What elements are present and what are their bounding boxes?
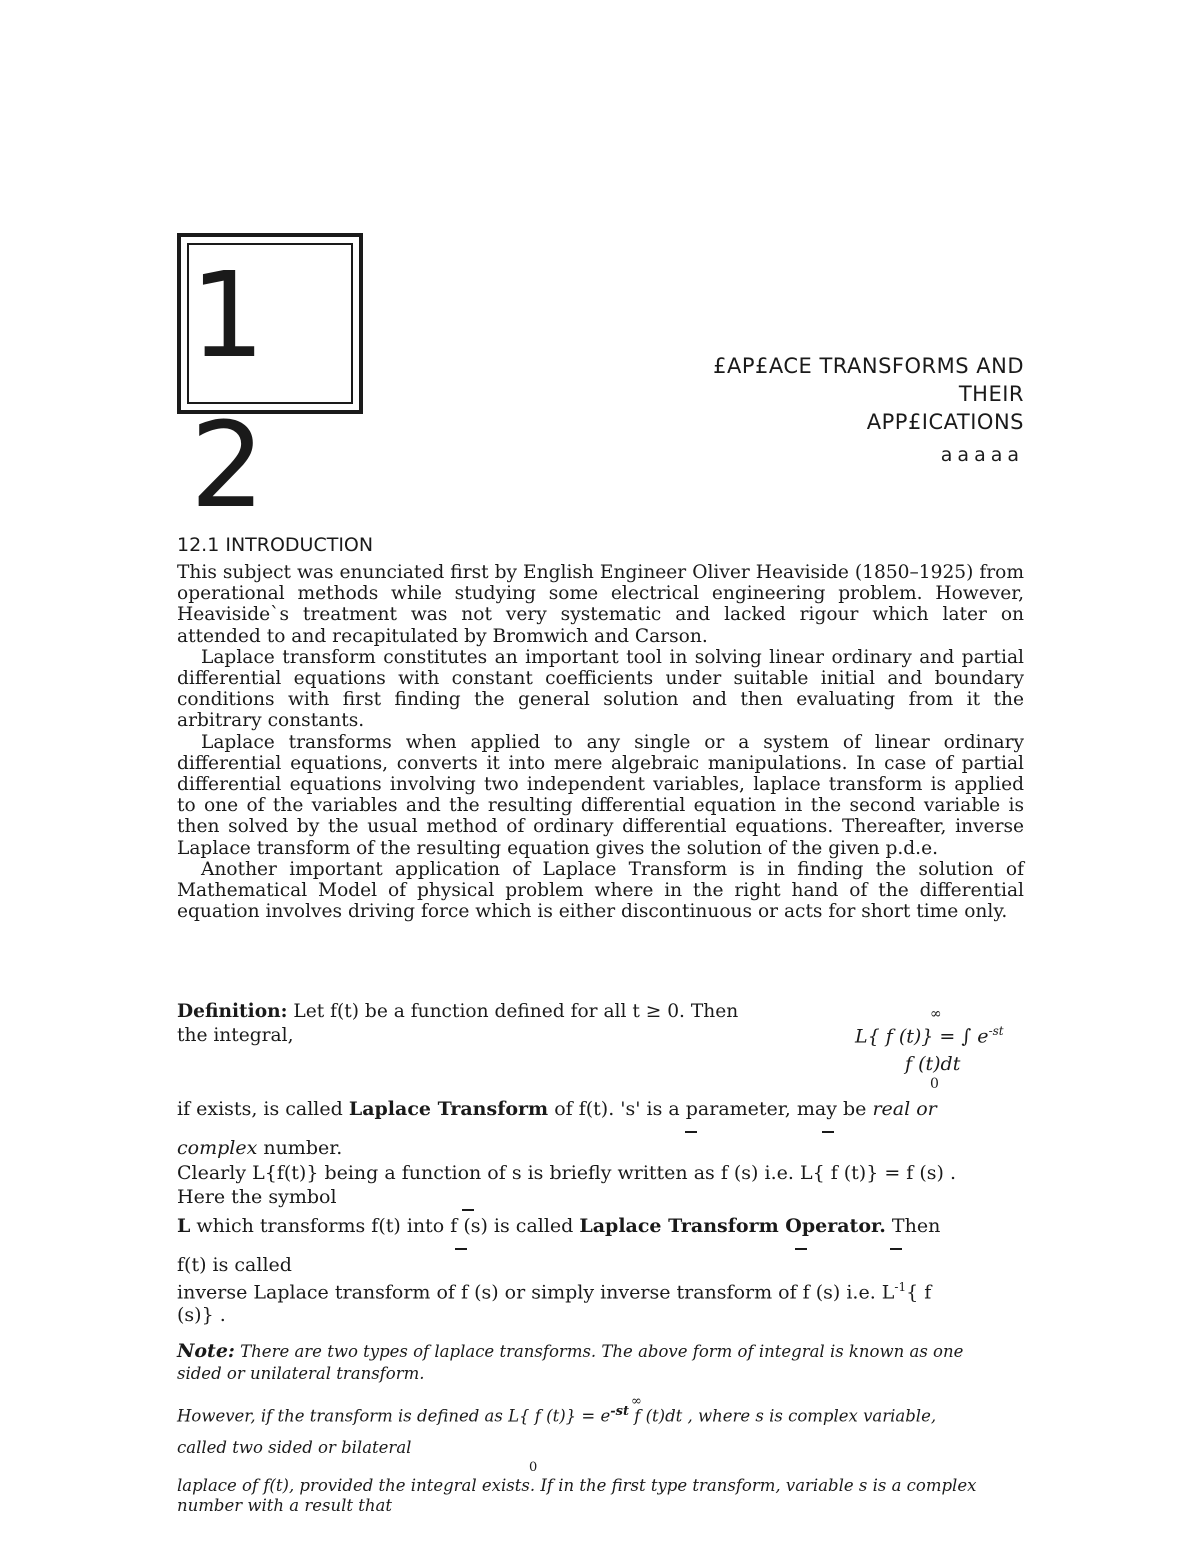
chapter-title-line-2: THEIR <box>958 382 1024 406</box>
italic-term: real or <box>872 1098 937 1120</box>
text-span: number. <box>257 1137 343 1159</box>
definition-block <box>177 1000 817 1048</box>
section-heading: 12.1 INTRODUCTION <box>177 534 374 556</box>
text-line <box>177 1215 940 1237</box>
note-text: There are two types of laplace transforms. The above form of integral is known as one <box>234 1342 964 1361</box>
integral-lower-limit-2: 0 <box>529 1460 538 1475</box>
integral-lower-limit: 0 <box>930 1076 939 1092</box>
definition-text: Let f(t) be a function defined for all t ≥ 0. Then <box>287 1001 739 1022</box>
text-span: { f <box>906 1281 932 1304</box>
note-text: e <box>600 1406 611 1426</box>
note-line: laplace of f(t), provided the integral exists. If in the first type transform, variable s is a complex <box>177 1476 977 1495</box>
text-line: Clearly L{f(t)} being a function of s is briefly written as f (s) i.e. L{ f (t)} = f (s) . <box>177 1162 957 1184</box>
equation-main: L{ f (t)} = ∫ e <box>855 1025 989 1048</box>
introduction-text <box>177 562 1024 922</box>
text-line <box>177 1098 937 1120</box>
overbar <box>462 1209 474 1211</box>
laplace-definition-equation <box>855 1024 1004 1047</box>
note-text: However, if the transform is defined as L{ f (t)} = <box>177 1406 601 1426</box>
equation-exponent: -st <box>988 1024 1004 1038</box>
text-line: (s)} . <box>177 1304 226 1326</box>
text-line <box>177 1280 931 1303</box>
text-span: Then <box>885 1215 941 1237</box>
chapter-title-line-1: £AP£ACE TRANSFORMS AND <box>713 354 1024 378</box>
text-span: if exists, is called <box>177 1098 349 1120</box>
superscript: -st <box>610 1404 629 1419</box>
note-line <box>177 1404 936 1426</box>
overbar <box>455 1248 467 1250</box>
overbar <box>795 1248 807 1250</box>
italic-term: complex <box>177 1137 258 1159</box>
note-text: f (t)dt , where s is complex variable, <box>628 1406 937 1426</box>
intro-paragraph: Laplace transform constitutes an important tool in solving linear ordinary and partial differential equations with constant coefficients under suitable initial and boundary conditions with first finding the general solution and then evaluating from it the arbitrary constants. <box>177 646 1024 732</box>
text-line: Here the symbol <box>177 1186 337 1208</box>
bold-term: Laplace Transform Operator. <box>579 1215 886 1237</box>
chapter-title-line-3: APP£ICATIONS <box>866 410 1024 434</box>
integral-upper-limit-2: ∞ <box>631 1394 642 1409</box>
intro-paragraph: Another important application of Laplace Transform is in finding the solution of Mathematical Model of physical problem where in the right hand of the differential equation involves driving force which is either discontinuous or acts for short time only. <box>177 858 1024 923</box>
intro-paragraph: Laplace transforms when applied to any single or a system of linear ordinary differential equations, converts it into mere algebraic manipulations. In case of partial differential equations involving two independent variables, laplace transform is applied to one of the variables and the resulting differential equation in the second variable is then solved by the usual method of ordinary differential equations. Thereafter, inverse Laplace transform of the resulting equation gives the solution of the given p.d.e. <box>177 731 1024 859</box>
text-span: which transforms f(t) into f (s) is called <box>190 1215 580 1237</box>
chapter-digit-2: 2 <box>190 396 266 534</box>
bold-term: Laplace Transform <box>348 1098 549 1120</box>
integral-upper-limit: ∞ <box>930 1006 942 1022</box>
text-span: of f(t). 's' is a parameter, may be <box>548 1098 873 1120</box>
overbar <box>822 1131 834 1133</box>
overbar <box>890 1248 902 1250</box>
intro-paragraph: This subject was enunciated first by English Engineer Oliver Heaviside (1850–1925) from operational methods while studying some electrical engineering problem. However, Heaviside`s treatment was not very systematic and lacked rigour which later on attended to and recapitulated by Bromwich and Carson. <box>177 562 1024 647</box>
note-line: called two sided or bilateral <box>177 1438 412 1457</box>
chapter-digit-1: 1 <box>190 246 266 384</box>
note-line <box>177 1340 963 1362</box>
note-colon: : <box>227 1340 235 1362</box>
equation-tail: f (t)dt <box>905 1053 961 1075</box>
definition-label: Definition: <box>177 1001 288 1022</box>
note-line: number with a result that <box>177 1496 392 1515</box>
definition-text-2: the integral, <box>177 1025 294 1046</box>
bold-term: L <box>177 1215 191 1237</box>
note-line: sided or unilateral transform. <box>177 1364 425 1383</box>
note-label: Note <box>177 1340 228 1362</box>
text-line <box>177 1137 342 1159</box>
superscript: -1 <box>894 1280 907 1294</box>
overbar <box>685 1131 697 1133</box>
text-span: inverse Laplace transform of f (s) or simply inverse transform of f (s) i.e. L <box>177 1281 895 1304</box>
text-line: f(t) is called <box>177 1254 292 1276</box>
chapter-title-ornament: aaaaa <box>940 444 1024 466</box>
